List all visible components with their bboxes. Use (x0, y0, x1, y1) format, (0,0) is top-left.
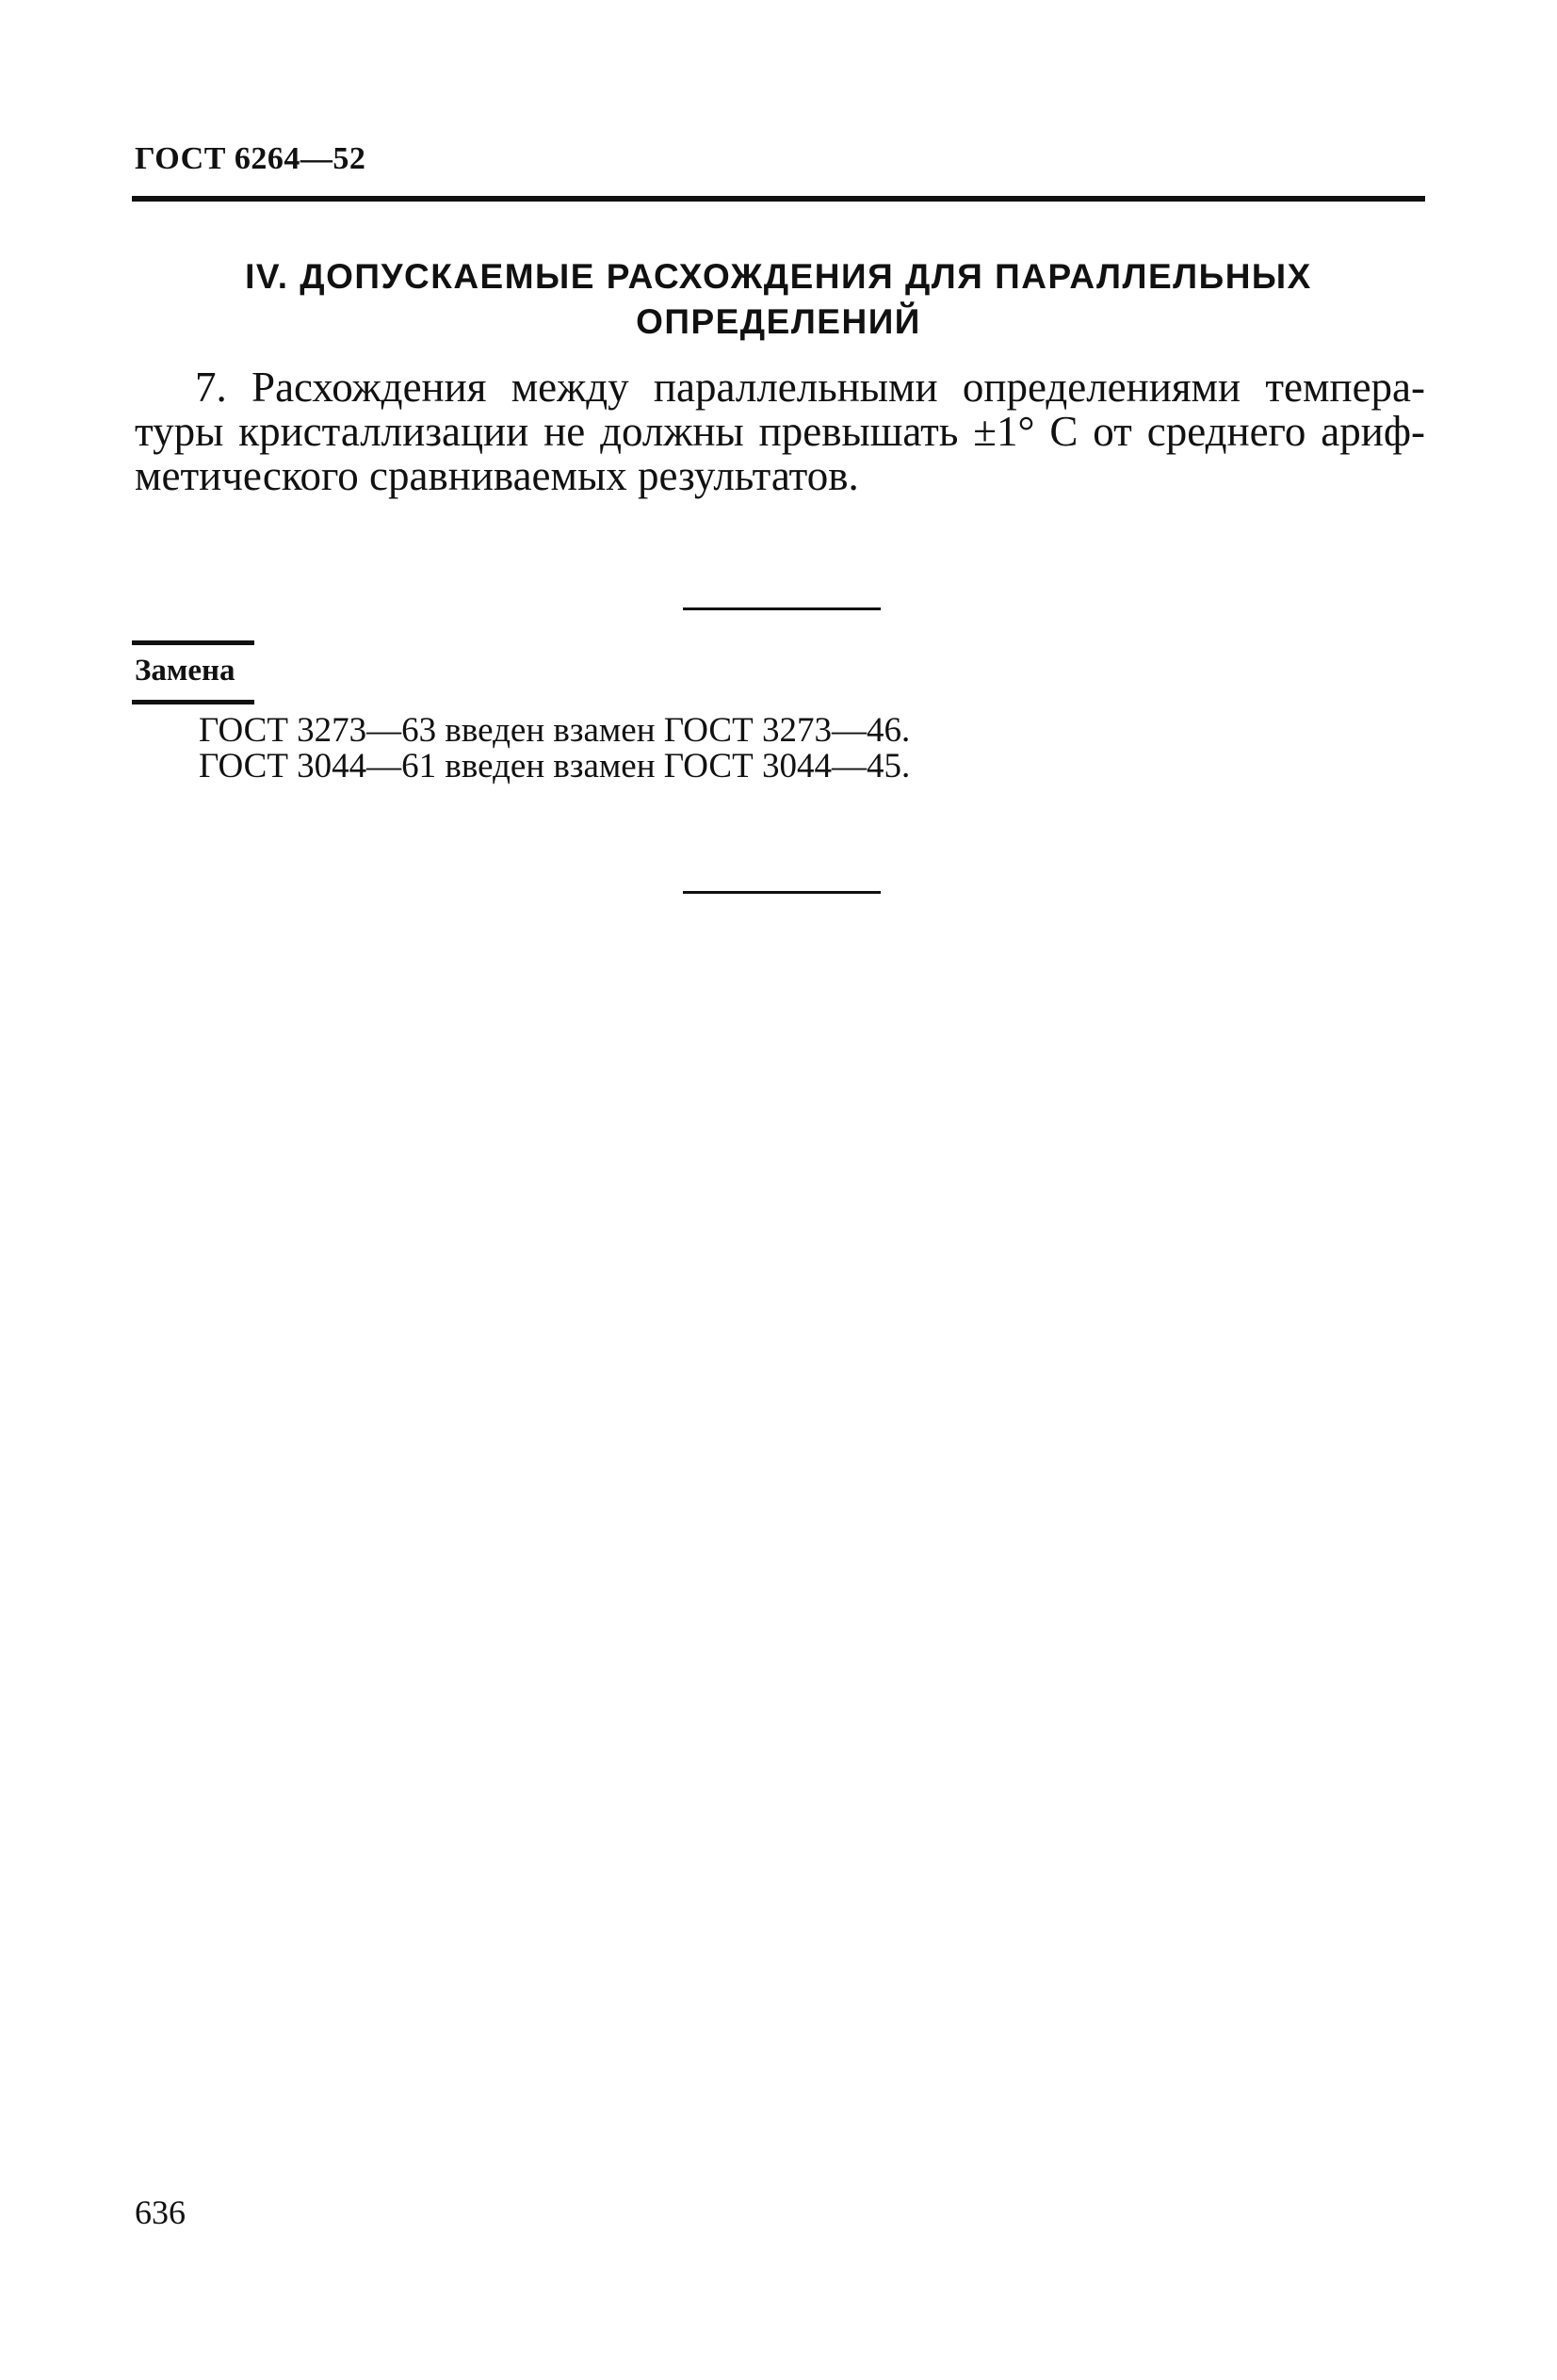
section-heading-line-2: ОПРЕДЕЛЕНИЙ (636, 302, 921, 341)
clause-7-paragraph (135, 365, 1425, 498)
page-number: 636 (135, 2194, 186, 2231)
section-heading-line-1: IV. ДОПУСКАЕМЫЕ РАСХОЖДЕНИЯ ДЛЯ ПАРАЛЛЕЛЬНЫХ (245, 257, 1312, 296)
paragraph-line-1: 7. Расхождения между параллельными определениями темпера- (195, 364, 1425, 411)
replacement-entry: ГОСТ 3044—61 введен взамен ГОСТ 3044—45. (199, 747, 911, 785)
replacement-rule-top (132, 640, 254, 645)
replacement-entry: ГОСТ 3273—63 введен взамен ГОСТ 3273—46. (199, 711, 911, 750)
replacement-label: Замена (135, 654, 235, 688)
separator-rule (683, 607, 881, 610)
replacement-list (199, 713, 910, 785)
header-rule (132, 196, 1425, 202)
section-heading (132, 254, 1425, 345)
paragraph-line-3: метического сравниваемых результатов. (135, 452, 859, 499)
paragraph-line-2: туры кристаллизации не должны превышать ±1° С от среднего ариф- (135, 408, 1425, 455)
separator-rule (683, 891, 881, 894)
running-title: ГОСТ 6264—52 (135, 141, 366, 176)
replacement-rule-bottom (132, 700, 254, 704)
